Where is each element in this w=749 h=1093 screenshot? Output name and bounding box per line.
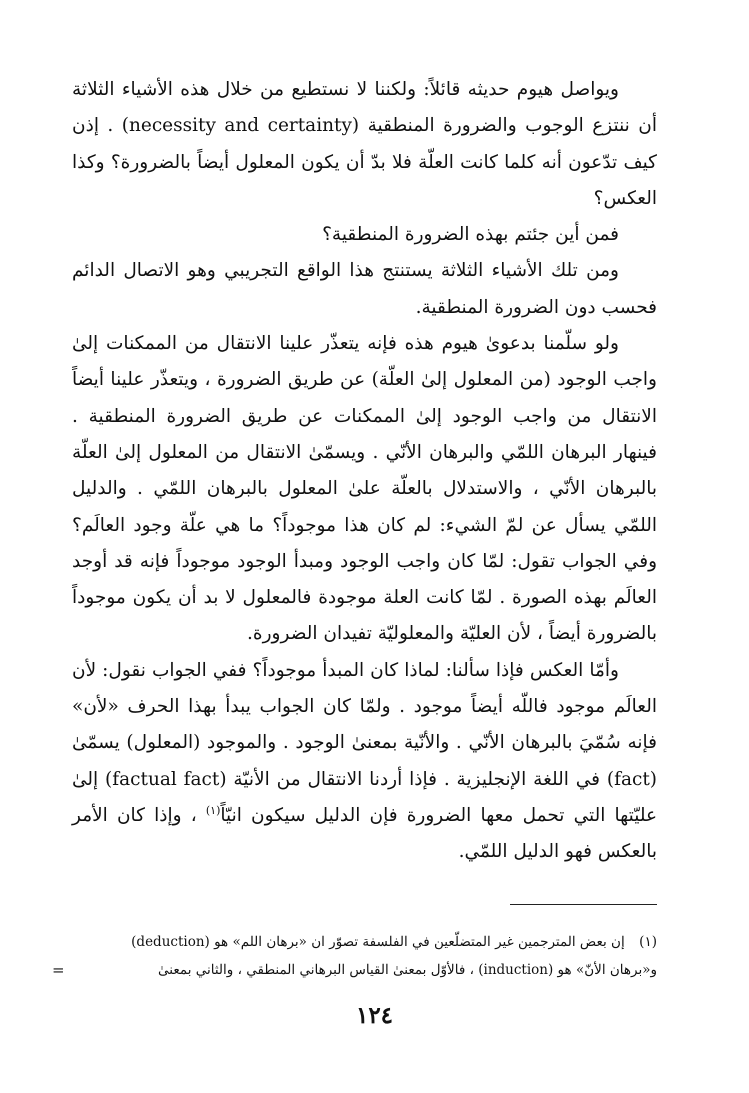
paragraph-5 (72, 653, 657, 871)
footnote-divider (510, 904, 657, 905)
footnote-number: (١) (639, 934, 657, 950)
footnote-text-2: و«برهان الأنّ» هو (induction) ، فالأوّل بمعنىٰ القياس البرهاني المنطقي ، والثاني بمعنىٰ (158, 962, 657, 978)
paragraph-3: ومن تلك الأشياء الثلاثة يستنتج هذا الواقع التجريبي وهو الاتصال الدائم فحسب دون الضرورة المنطقية. (72, 260, 657, 318)
page-number: ١٢٤ (355, 1002, 394, 1029)
footnote-line-2 (52, 956, 657, 984)
main-text (72, 72, 657, 872)
continuation-mark: = (52, 961, 65, 979)
paragraph-4: ولو سلّمنا بدعوىٰ هيوم هذه فإنه يتعذّر علينا الانتقال من الممكنات إلىٰ واجب الوجود (من المعلول إلىٰ العلّة) عن طريق الضرورة ، ويتعذّر علينا أيضاً الانتقال من واجب الوجود إلىٰ الممكنات عن طريق الضرورة المنطقية . فينهار البرهان اللمّي والبرهان الأنّي . ويسمّىٰ الانتقال من المعلول إلىٰ العلّة بالبرهان الأنّي ، والاستدلال بالعلّة علىٰ المعلول بالبرهان اللمّي . والدليل اللمّي يسأل عن لمّ الشيء: لم كان هذا موجوداً؟ ما هي علّة وجود العالَم؟ وفي الجواب تقول: لمّا كان واجب الوجود ومبدأ الوجود موجوداً فإنه قد أوجد العالَم بهذه الصورة . لمّا كانت العلة موجودة فالمعلول لا بد أن يكون موجوداً بالضرورة أيضاً ، لأن العليّة والمعلوليّة تفيدان الضرورة. (72, 333, 657, 645)
paragraph-5-before: وأمّا العكس فإذا سألنا: لماذا كان المبدأ موجوداً؟ ففي الجواب نقول: لأن العالَم موجود فاللّه أيضاً موجود . ولمّا كان الجواب يبدأ بهذا الحرف «لأن» فإنه سُمّيَ بالبرهان الأنّي . والأنّية بمعنىٰ الوجود . والموجود (المعلول) يسمّىٰ (fact) في اللغة الإنجليزية . فإذا أردنا الانتقال من الأنيّة (factual fact) إلىٰ عليّتها التي تحمل معها الضرورة فإن الدليل سيكون انيّاً (72, 659, 658, 826)
paragraph-5-after: ، وإذا كان الأمر بالعكس فهو الدليل اللمّي. (72, 804, 657, 863)
footnotes (52, 928, 657, 984)
footnote-text-1: إن بعض المترجمين غير المتضلّعين في الفلسفة تصوّر ان «برهان اللم» هو (deduction) (131, 934, 625, 950)
paragraph-1: ويواصل هيوم حديثه قائلاً: ولكننا لا نستطيع من خلال هذه الأشياء الثلاثة أن ننتزع الوجوب والضرورة المنطقية (necessity and certainty) . إذن كيف تدّعون أنه كلما كانت العلّة فلا بدّ أن يكون المعلول أيضاً بالضرورة؟ وكذا العكس؟ (72, 79, 657, 209)
footnote-line-1 (52, 928, 657, 956)
footnote-reference: (١) (205, 803, 221, 817)
paragraph-2: فمن أين جئتم بهذه الضرورة المنطقية؟ (322, 224, 619, 246)
